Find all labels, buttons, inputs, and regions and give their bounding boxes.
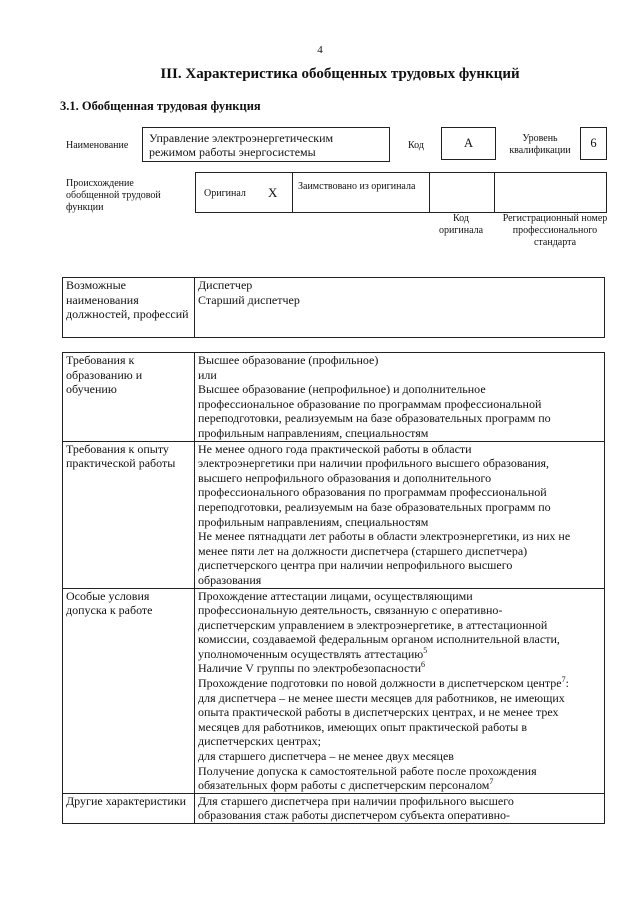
section-title: III. Характеристика обобщенных трудовых функций — [160, 66, 520, 82]
origin-label: Происхождение обобщенной трудовой функции — [66, 178, 161, 213]
text-line — [198, 647, 601, 662]
text-line: Высшее образование (профильное) — [198, 353, 379, 367]
text-fragment: Наличие V группы по электробезопасности — [198, 661, 422, 676]
other-label: Другие характеристики — [63, 793, 195, 823]
experience-text — [195, 441, 605, 588]
position-item: Диспетчер — [198, 278, 253, 292]
text-line: диспетчерского центра при наличии непрофильного высшего — [198, 558, 513, 573]
footnote-mark: 6 — [421, 660, 426, 670]
other-text — [195, 793, 605, 823]
text-line: Получение допуска к самостоятельной работе после прохождения — [198, 763, 537, 778]
text-line: профессиональную деятельность, связанную с оперативно- — [198, 603, 503, 618]
level-value-box: 6 — [580, 127, 607, 160]
positions-label: Возможные наименования должностей, профессий — [63, 278, 195, 338]
footnote-mark: 5 — [423, 645, 428, 655]
position-item: Старший диспетчер — [198, 292, 300, 307]
footnote-mark: 7 — [561, 675, 566, 685]
level-label: Уровень квалификации — [509, 133, 571, 156]
admission-label: Особые условия допуска к работе — [63, 588, 195, 793]
name-label: Наименование — [66, 140, 129, 151]
text-line: переподготовки, реализуемым на базе образовательных программ по — [198, 499, 551, 514]
origin-grid — [195, 172, 607, 213]
code-label: Код — [408, 140, 424, 151]
code-value-box: А — [441, 127, 496, 160]
original-mark: X — [268, 185, 278, 200]
text-line: менее пяти лет на должности диспетчера (старшего диспетчера) — [198, 543, 528, 558]
page-number: 4 — [317, 44, 323, 56]
text-line: месяцев для работников, имеющих опыт практической работы в — [198, 719, 527, 734]
education-text — [195, 353, 605, 442]
code-original-caption: Код оригинала — [438, 213, 484, 236]
footnote-mark: 7 — [489, 777, 494, 787]
text-fragment: Прохождение подготовки по новой должности в диспетчерском центре — [198, 676, 562, 691]
text-fragment: уполномоченным осуществлять аттестацию — [198, 646, 424, 661]
admission-text — [195, 588, 605, 793]
experience-label: Требования к опыту практической работы — [63, 441, 195, 588]
text-line: Для старшего диспетчера при наличии профильного высшего — [198, 793, 514, 808]
text-line: для диспетчера – не менее шести месяцев для работников, не имеющих — [198, 690, 565, 705]
original-label: Оригинал — [204, 188, 246, 199]
function-name-box: Управление электроэнергетическим режимом работы энергосистемы — [142, 127, 390, 162]
text-line: диспетчерским управлением в электроэнергетике, в аттестационной — [198, 617, 548, 632]
text-line: высшего непрофильного образования и дополнительного — [198, 470, 492, 485]
text-line: Прохождение подготовки по новой должности в диспетчерском центре$^7$: — [198, 675, 569, 691]
text-line — [198, 778, 601, 793]
text-line: образования — [198, 572, 262, 587]
text-line: профессионального образования по программам профессиональной — [198, 485, 547, 500]
text-line: переподготовки, реализуемым на базе образовательных программ по — [198, 411, 551, 426]
positions-table — [62, 277, 605, 338]
text-line: Прохождение аттестации лицами, осуществляющими — [198, 588, 473, 603]
positions-values — [195, 278, 605, 338]
text-line: Не менее одного года практической работы в области — [198, 441, 472, 456]
reg-number-caption: Регистрационный номер профессионального стандарта — [502, 213, 608, 248]
text-line: электроэнергетики при наличии профильного высшего образования, — [198, 456, 550, 471]
text-line: профильным направлениям, специальностям — [198, 514, 429, 529]
text-line: диспетчерских центрах; — [198, 734, 322, 749]
requirements-table — [62, 352, 605, 824]
education-label: Требования к образованию и обучению — [63, 353, 195, 442]
text-line: профессиональное образование по программам профессиональной — [198, 396, 542, 411]
text-line: или — [198, 367, 217, 382]
text-line: комиссии, создаваемой федеральным органом исполнительной власти, — [198, 632, 560, 647]
text-line: образования стаж работы диспетчером субъекта оперативно- — [198, 808, 511, 823]
text-line: для старшего диспетчера – не менее двух месяцев — [198, 749, 454, 764]
borrowed-label: Заимствовано из оригинала — [298, 181, 416, 192]
text-line: Высшее образование (непрофильное) и дополнительное — [198, 382, 486, 397]
text-line: Не менее пятнадцати лет работы в области электроэнергетики, из них не — [198, 529, 571, 544]
text-fragment: обязательных форм работы с диспетчерским персоналом — [198, 778, 490, 793]
subsection-title: 3.1. Обобщенная трудовая функция — [60, 99, 261, 113]
text-line: опыта практической работы в диспетчерских центрах, и не менее трех — [198, 705, 559, 720]
text-line — [198, 661, 601, 676]
text-line: профильным направлениям, специальностям — [198, 425, 429, 440]
